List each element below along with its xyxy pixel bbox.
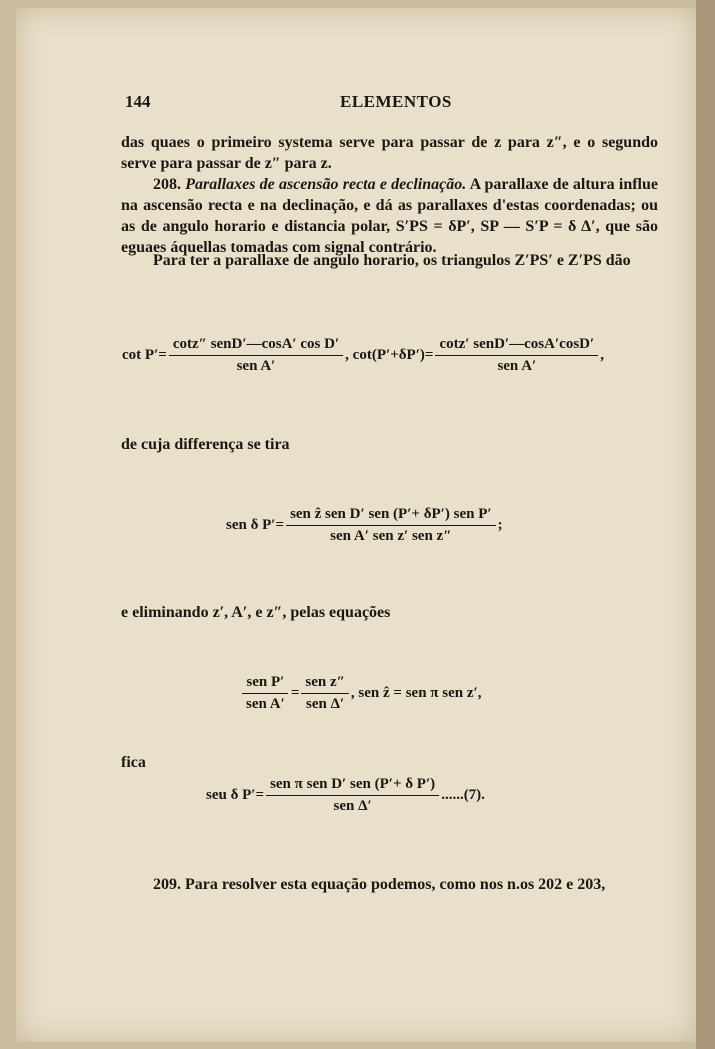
running-title: ELEMENTOS xyxy=(340,92,452,111)
section-title: Parallaxes de ascensão recta e declinação. xyxy=(185,176,467,193)
equation-2: sen δ P′= $\frac{\text{sen ẑ sen D′ sen (P′+ δP′) sen P′}}{\text{sen A′ sen z′ sen z″}}$ ; xyxy=(226,506,503,544)
section-208 xyxy=(121,174,658,258)
page-number: 144 xyxy=(125,92,151,111)
paragraph-7: 209. Para resolver esta equação podemos, como nos n.os 202 e 203, xyxy=(153,876,606,893)
page-edge xyxy=(696,0,715,1049)
section-number: 208. xyxy=(153,176,181,193)
equation-1: cot P′= $\frac{\text{cotz″ senD′—cosA′ cos D′}}{\text{sen A′}}$ , cot(P′+δP′)= $\frac{\text{cotz′ senD′—cosA′cosD′}}{\text{sen A′}}$ , xyxy=(122,336,604,374)
paragraph-5: e eliminando z′, A′, e z″, pelas equações xyxy=(121,604,391,621)
paragraph-4: de cuja differença se tira xyxy=(121,436,290,453)
section-text: A parallaxe de altura influe na ascensão recta e na declinação, e dá as parallaxes d'estas coordenadas; ou as de angulo horario e distancia polar, S′PS = δP′, SP — S′P = δ Δ′, que são eguaes áquellas tomadas com signal contrário. xyxy=(121,176,659,256)
equation-3: $\frac{\text{sen P′}}{\text{sen A′}}$ = $\frac{\text{sen z″}}{\text{sen Δ′}}$ , sen ẑ = sen π sen z′, xyxy=(240,674,481,713)
paragraph-3: Para ter a parallaxe de angulo horario, os triangulos Z′PS′ e Z′PS dão xyxy=(153,252,631,269)
paragraph-1: das quaes o primeiro systema serve para passar de z para z″, e o segundo serve para passar de z″ para z. xyxy=(121,134,658,172)
paragraph-6: fica xyxy=(121,754,146,771)
equation-4: seu δ P′= $\frac{\text{sen π sen D′ sen (P′+ δ P′)}}{\text{sen Δ′}}$ ......(7). xyxy=(206,776,485,814)
